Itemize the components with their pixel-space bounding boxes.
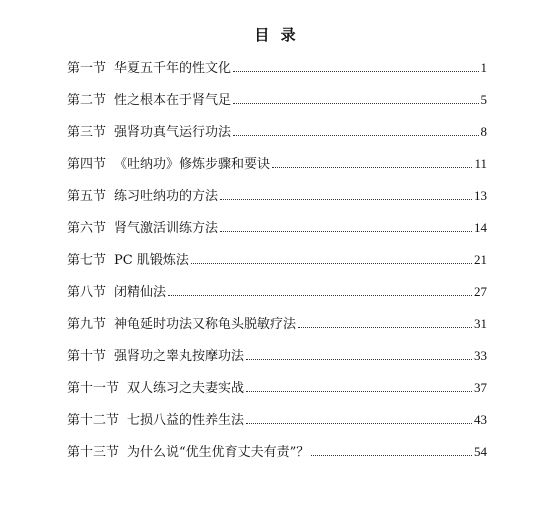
toc-section-number: 第十节 bbox=[67, 349, 107, 364]
toc-entry-title: 七损八益的性养生法 bbox=[127, 413, 245, 428]
toc-entry-title: 华夏五千年的性文化 bbox=[114, 61, 232, 76]
toc-section-number: 第六节 bbox=[67, 221, 107, 236]
toc-entry-title: 闭精仙法 bbox=[114, 285, 167, 300]
toc-entry[interactable] bbox=[67, 376, 487, 408]
toc-section-number: 第二节 bbox=[67, 93, 107, 108]
toc-entry[interactable] bbox=[67, 216, 487, 248]
toc-page-number: 8 bbox=[480, 124, 487, 139]
toc-section-number: 第七节 bbox=[67, 253, 107, 268]
toc-section-number: 第四节 bbox=[67, 157, 107, 172]
toc-page-number: 13 bbox=[474, 188, 487, 203]
toc-entry-title: 练习吐纳功的方法 bbox=[114, 189, 219, 204]
toc-page-number: 14 bbox=[474, 220, 487, 235]
toc-entry[interactable] bbox=[67, 88, 487, 120]
dot-leader bbox=[272, 167, 472, 168]
toc-section-number: 第一节 bbox=[67, 61, 107, 76]
toc-entry[interactable] bbox=[67, 248, 487, 280]
toc-section-number: 第十一节 bbox=[67, 381, 120, 396]
toc-entry[interactable] bbox=[67, 120, 487, 152]
toc-section-number: 第九节 bbox=[67, 317, 107, 332]
toc-entry[interactable] bbox=[67, 440, 487, 472]
toc-entry[interactable] bbox=[67, 344, 487, 376]
toc-entry[interactable] bbox=[67, 408, 487, 440]
dot-leader bbox=[298, 327, 472, 328]
dot-leader bbox=[220, 231, 472, 232]
toc-page-number: 11 bbox=[474, 156, 487, 171]
toc-entry[interactable] bbox=[67, 184, 487, 216]
toc-page-number: 43 bbox=[474, 412, 487, 427]
toc-page-number: 5 bbox=[480, 92, 487, 107]
dot-leader bbox=[191, 263, 472, 264]
dot-leader bbox=[233, 103, 478, 104]
dot-leader bbox=[168, 295, 472, 296]
toc-entry-title: 《吐纳功》修炼步骤和要诀 bbox=[114, 157, 271, 172]
toc-entry-title: 肾气激活训练方法 bbox=[114, 221, 219, 236]
toc-page-number: 27 bbox=[474, 284, 487, 299]
dot-leader bbox=[246, 423, 472, 424]
dot-leader bbox=[220, 199, 472, 200]
toc-entry-title: 性之根本在于肾气足 bbox=[114, 93, 232, 108]
toc-page-number: 21 bbox=[474, 252, 487, 267]
toc-title: 目 录 bbox=[254, 26, 299, 44]
toc-entry[interactable] bbox=[67, 280, 487, 312]
toc-entry-title: 强肾功真气运行功法 bbox=[114, 125, 232, 140]
dot-leader bbox=[246, 359, 472, 360]
toc-entry[interactable] bbox=[67, 152, 487, 184]
toc-entry-title: 为什么说“优生优育丈夫有责”？ bbox=[127, 445, 310, 460]
toc-section-number: 第三节 bbox=[67, 125, 107, 140]
toc-entry[interactable] bbox=[67, 56, 487, 88]
toc-entry-title: PC 肌锻炼法 bbox=[114, 253, 189, 268]
toc-page-number: 54 bbox=[474, 444, 487, 459]
toc-entry[interactable] bbox=[67, 312, 487, 344]
toc-section-number: 第十三节 bbox=[67, 445, 120, 460]
toc-page-number: 1 bbox=[480, 60, 487, 75]
dot-leader bbox=[246, 391, 472, 392]
toc-section-number: 第八节 bbox=[67, 285, 107, 300]
toc-page-number: 37 bbox=[474, 380, 487, 395]
dot-leader bbox=[233, 135, 478, 136]
dot-leader bbox=[311, 455, 472, 456]
toc-section-number: 第十二节 bbox=[67, 413, 120, 428]
dot-leader bbox=[233, 71, 478, 72]
toc-entry-title: 双人练习之夫妻实战 bbox=[127, 381, 245, 396]
toc-page-number: 33 bbox=[474, 348, 487, 363]
toc-entry-title: 神龟延时功法又称龟头脱敏疗法 bbox=[114, 317, 297, 332]
toc-list bbox=[67, 56, 487, 472]
toc-section-number: 第五节 bbox=[67, 189, 107, 204]
toc-page-number: 31 bbox=[474, 316, 487, 331]
toc-entry-title: 强肾功之睾丸按摩功法 bbox=[114, 349, 245, 364]
